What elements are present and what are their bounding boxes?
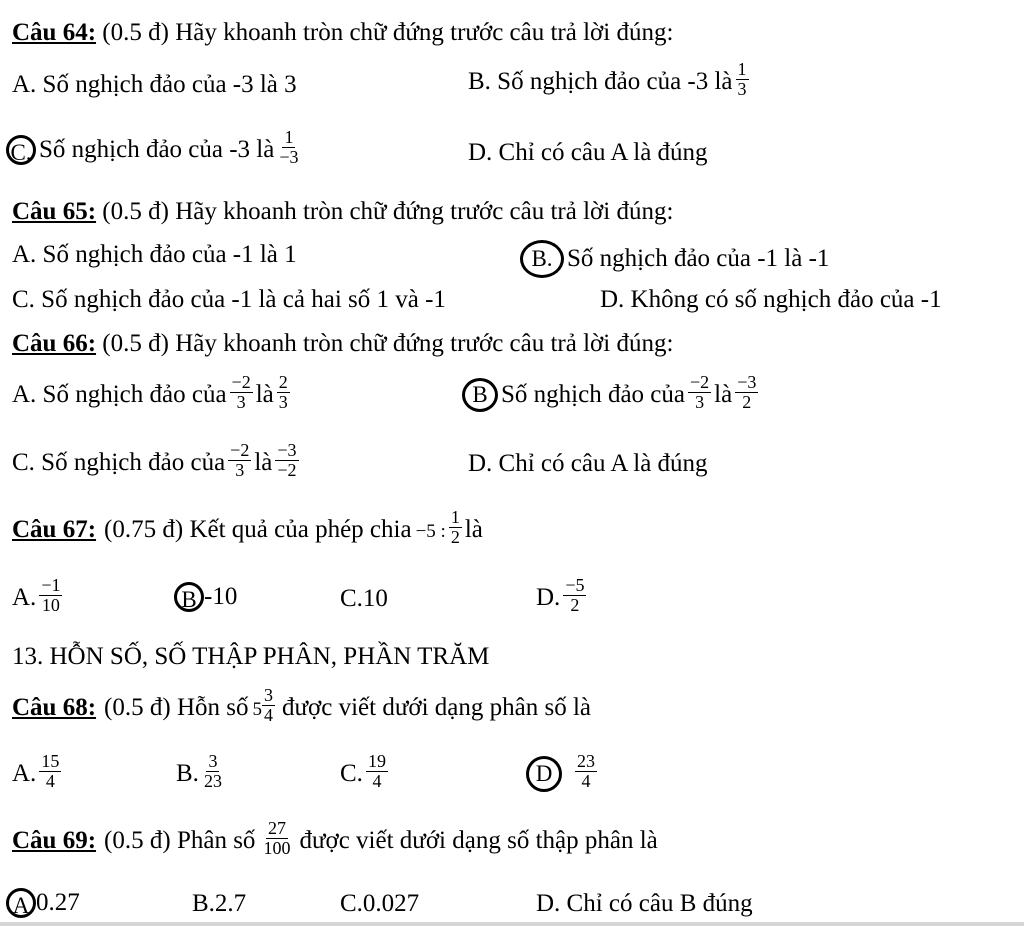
- q66-stem: (0.5 đ) Hãy khoanh tròn chữ đứng trước câu trả lời đúng:: [102, 330, 674, 357]
- q64-stem: (0.5 đ) Hãy khoanh tròn chữ đứng trước câu trả lời đúng:: [102, 19, 674, 46]
- q67-option-d-fraction: $\frac{-5}{2}$: [565, 575, 585, 615]
- q68-option-c[interactable]: [340, 751, 391, 793]
- q66-option-b-la: là: [714, 380, 733, 408]
- q64-option-d[interactable]: D. Chỉ có câu A là đúng: [468, 139, 708, 166]
- answer-circle-q65: B.: [520, 240, 564, 278]
- q67-heading: [12, 507, 483, 549]
- q66-option-a[interactable]: [12, 372, 293, 414]
- q65-heading: [12, 197, 673, 227]
- q69-fraction: $\frac{27}{100}$: [263, 818, 291, 858]
- q68-fraction: $\frac{3}{4}$: [263, 685, 273, 725]
- q68-option-b-letter: B.: [176, 759, 199, 787]
- q66-option-a-la: là: [255, 380, 274, 408]
- q68-label: Câu 68:: [12, 693, 97, 721]
- answer-circle-q64: C.: [6, 135, 36, 165]
- q65-option-d[interactable]: D. Không có số nghịch đảo của -1: [600, 286, 942, 313]
- q66-option-a-text: A. Số nghịch đảo của: [12, 380, 227, 408]
- q69-option-d[interactable]: D. Chỉ có câu B đúng: [536, 890, 753, 917]
- q69-option-b[interactable]: B.2.7: [192, 890, 247, 917]
- q66-option-b-fraction-2: $\frac{-3}{2}$: [737, 372, 757, 412]
- q68-option-d[interactable]: [526, 751, 600, 793]
- q64-option-c[interactable]: [6, 127, 304, 169]
- q67-tail: là: [464, 515, 483, 543]
- q68-option-c-letter: C.: [340, 759, 363, 787]
- q69-label: Câu 69:: [12, 826, 97, 854]
- q66-option-c[interactable]: [12, 440, 302, 482]
- q67-option-a-fraction: $\frac{-1}{10}$: [41, 575, 61, 615]
- answer-circle-q67: B: [174, 582, 204, 612]
- q64-option-b-text: B. Số nghịch đảo của -3 là: [468, 67, 733, 95]
- q66-option-b[interactable]: [462, 372, 761, 414]
- q67-option-b-text: -10: [204, 583, 238, 610]
- q67-expression: −5 :: [415, 520, 446, 542]
- q64-option-b[interactable]: [468, 59, 752, 101]
- q65-option-c[interactable]: C. Số nghịch đảo của -1 là cả hai số 1 và -1: [12, 286, 446, 313]
- q64-option-c-text: Số nghịch đảo của -3 là: [39, 135, 275, 163]
- q67-option-d[interactable]: [536, 575, 589, 617]
- q69-option-c[interactable]: C.0.027: [340, 890, 420, 917]
- q69-stem: (0.5 đ) Phân số: [104, 826, 256, 854]
- q64-option-a[interactable]: A. Số nghịch đảo của -3 là 3: [12, 71, 297, 98]
- q66-option-a-fraction-2: $\frac{2}{3}$: [278, 372, 288, 412]
- q65-option-b-text: Số nghịch đảo của -1 là -1: [567, 245, 830, 272]
- q66-option-c-la: là: [254, 448, 273, 476]
- q67-option-c[interactable]: C.10: [340, 585, 388, 612]
- q65-label: Câu 65:: [12, 198, 97, 225]
- q69-heading: [12, 818, 658, 860]
- horizontal-scrollbar-edge: [0, 922, 1024, 926]
- q69-option-a-text: 0.27: [36, 889, 80, 916]
- q68-option-a-fraction: $\frac{15}{4}$: [41, 751, 60, 791]
- q66-heading: [12, 329, 673, 359]
- q66-option-b-text: Số nghịch đảo của: [501, 380, 685, 408]
- q65-option-a[interactable]: A. Số nghịch đảo của -1 là 1: [12, 241, 297, 268]
- q67-fraction: $\frac{1}{2}$: [450, 507, 460, 547]
- q67-stem: (0.75 đ) Kết quả của phép chia: [104, 515, 412, 543]
- q68-whole: 5: [252, 698, 262, 720]
- q64-label: Câu 64:: [12, 19, 97, 46]
- q68-option-b-fraction: $\frac{3}{23}$: [203, 751, 222, 791]
- q68-option-a-letter: A.: [12, 759, 37, 787]
- q67-option-a[interactable]: [12, 575, 65, 617]
- q64-option-c-fraction: $\frac{1}{-3}$: [279, 127, 299, 167]
- q66-option-c-fraction-2: $\frac{-3}{-2}$: [277, 440, 297, 480]
- section-heading-13: 13. HỖN SỐ, SỐ THẬP PHÂN, PHẦN TRĂM: [12, 643, 490, 670]
- q69-option-a[interactable]: [6, 888, 80, 918]
- q66-option-d[interactable]: D. Chỉ có câu A là đúng: [468, 450, 708, 477]
- answer-circle-q66: B: [462, 378, 498, 412]
- q64-option-b-fraction: $\frac{1}{3}$: [737, 59, 747, 99]
- q68-option-d-fraction: $\frac{23}{4}$: [577, 751, 595, 791]
- q68-heading: [12, 685, 592, 727]
- q68-stem: (0.5 đ) Hỗn số: [104, 693, 249, 721]
- q65-stem: (0.5 đ) Hãy khoanh tròn chữ đứng trước câu trả lời đúng:: [102, 198, 674, 225]
- q66-label: Câu 66:: [12, 330, 97, 357]
- q68-tail: được viết dưới dạng phân số là: [281, 693, 592, 721]
- q68-option-c-fraction: $\frac{19}{4}$: [367, 751, 386, 791]
- q66-option-c-fraction-1: $\frac{-2}{3}$: [230, 440, 250, 480]
- answer-circle-q68: D: [526, 756, 562, 792]
- q67-option-b[interactable]: [174, 582, 237, 612]
- q66-option-b-fraction-1: $\frac{-2}{3}$: [689, 372, 710, 412]
- q66-option-c-text: C. Số nghịch đảo của: [12, 448, 226, 476]
- q66-option-a-fraction-1: $\frac{-2}{3}$: [231, 372, 251, 412]
- q68-option-a[interactable]: [12, 751, 64, 793]
- q67-option-d-letter: D.: [536, 583, 561, 611]
- q65-option-b[interactable]: [520, 240, 829, 278]
- q67-option-a-letter: A.: [12, 583, 37, 611]
- q64-heading: [12, 18, 673, 48]
- q69-tail: được viết dưới dạng số thập phân là: [299, 826, 658, 854]
- q67-label: Câu 67:: [12, 515, 97, 543]
- answer-circle-q69: A: [6, 888, 36, 918]
- q68-option-b[interactable]: [176, 751, 227, 793]
